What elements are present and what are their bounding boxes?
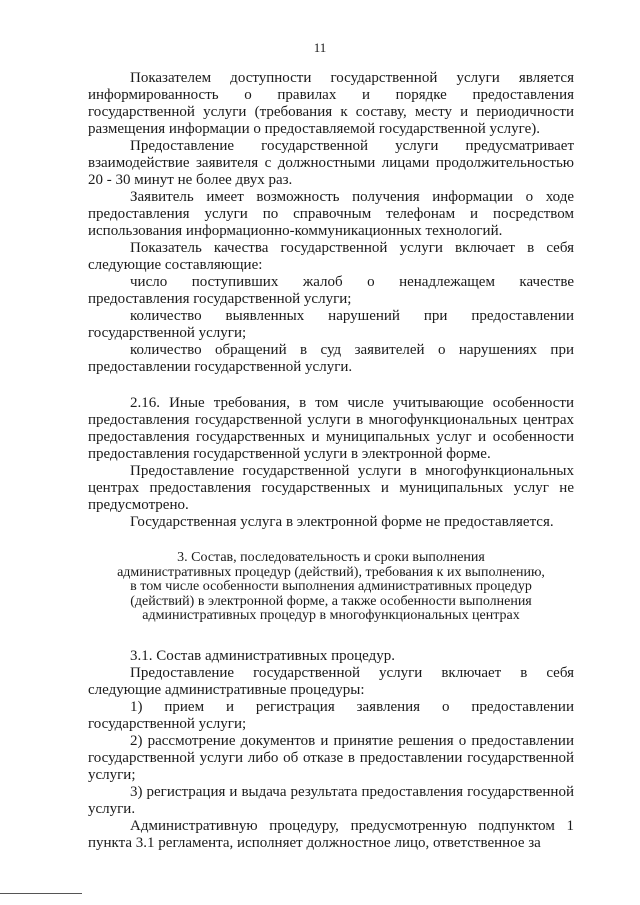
paragraph-2-16: 2.16. Иные требования, в том числе учитывающие особенности предоставления государственной услуги в многофункциональных центрах предоставления государственных и муниципальных услуг и особенности предоставления государственной услуги в электронной форме. bbox=[88, 395, 574, 462]
list-item-procedure-3: 3) регистрация и выдача результата предоставления государственной услуги. bbox=[88, 783, 574, 817]
heading-line: административных процедур в многофункциональных центрах bbox=[142, 608, 520, 623]
footer-divider bbox=[0, 893, 82, 894]
paragraph-information: Заявитель имеет возможность получения информации о ходе предоставления услуги по справочным телефонам и посредством использования информационно-коммуникационных технологий. bbox=[88, 189, 574, 239]
paragraph-mfc: Предоставление государственной услуги в многофункциональных центрах предоставления государственных и муниципальных услуг не предусмотрено. bbox=[88, 463, 574, 513]
paragraph-3-1: 3.1. Состав административных процедур. bbox=[130, 647, 395, 664]
paragraph-violations: количество выявленных нарушений при предоставлении государственной услуги; bbox=[88, 308, 574, 341]
list-item-procedure-1: 1) прием и регистрация заявления о предоставлении государственной услуги; bbox=[88, 698, 574, 732]
page-number: 11 bbox=[313, 40, 327, 55]
heading-line: административных процедур (действий), требования к их выполнению, bbox=[117, 564, 545, 580]
list-item-procedure-2: 2) рассмотрение документов и принятие решения о предоставлении государственной услуги либо об отказе в предоставлении государственной услуги; bbox=[88, 732, 574, 783]
document-body bbox=[88, 70, 574, 852]
paragraph-court-appeals: количество обращений в суд заявителей о нарушениях при предоставлении государственной услуги. bbox=[88, 342, 574, 375]
heading-line: (действий) в электронной форме, а также особенности выполнения bbox=[130, 593, 532, 609]
heading-line: в том числе особенности выполнения административных процедур bbox=[130, 579, 532, 594]
paragraph-complaints: число поступивших жалоб о ненадлежащем качестве предоставления государственной услуги; bbox=[88, 274, 574, 307]
paragraph-quality-indicator: Показатель качества государственной услуги включает в себя следующие составляющие: bbox=[88, 240, 574, 273]
paragraph-procedures-intro: Предоставление государственной услуги включает в себя следующие административные процедуры: bbox=[88, 664, 574, 698]
paragraph-availability: Показателем доступности государственной услуги является информированность о правилах и порядке предоставления государственной услуги (требования к составу, месту и периодичности размещения информации о предоставляемой государственной услуге). bbox=[88, 70, 574, 137]
spacer bbox=[88, 376, 574, 395]
paragraph-responsible-official: Административную процедуру, предусмотренную подпунктом 1 пункта 3.1 регламента, исполняет должностное лицо, ответственное за bbox=[88, 817, 574, 851]
paragraph-electronic: Государственная услуга в электронной форме не предоставляется. bbox=[130, 514, 554, 530]
heading-line: 3. Состав, последовательность и сроки выполнения bbox=[177, 550, 485, 565]
section-3-heading bbox=[88, 551, 574, 624]
paragraph-interaction: Предоставление государственной услуги предусматривает взаимодействие заявителя с должностными лицами продолжительностью 20 - 30 минут не более двух раз. bbox=[88, 138, 574, 188]
